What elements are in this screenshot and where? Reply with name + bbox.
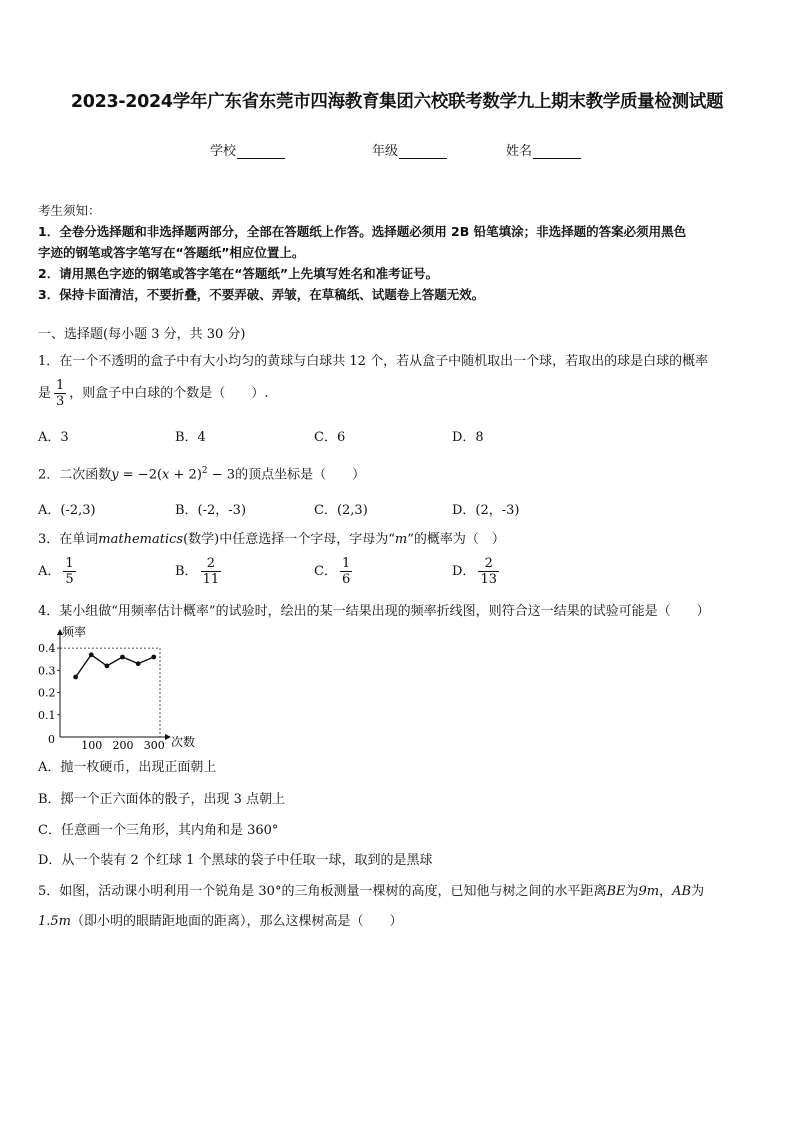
x-tick-label: 200 <box>112 739 134 752</box>
origin-label: 0 <box>48 733 55 746</box>
q5-line1-mid: 为 <box>625 884 639 899</box>
q3-c-num: 1 <box>341 556 351 571</box>
q1-option-d[interactable]: D．8 <box>452 430 484 445</box>
data-point <box>151 655 156 660</box>
q5-line2-post: （即小明的眼睛距地面的距离），那么这棵树高是（ ） <box>71 914 403 929</box>
q3-option-d-label: D． <box>452 564 476 579</box>
q1-frac-den: 3 <box>56 394 65 409</box>
q3-a-den: 5 <box>65 572 74 587</box>
q3-option-a-label: A． <box>38 564 61 579</box>
q5-line1-mid2: ， <box>659 884 673 899</box>
notice-item-1-cont: 字迹的钢笔或答字笔写在“答题纸”相应位置上。 <box>38 245 305 260</box>
question-3-text <box>38 530 760 550</box>
y-tick-label: 0.3 <box>38 664 56 678</box>
q2-option-c[interactable]: C．(2,3) <box>314 503 368 518</box>
name-blank[interactable] <box>533 145 581 159</box>
y-tick-label: 0.1 <box>38 708 56 722</box>
q3-option-c[interactable] <box>314 556 355 587</box>
school-field[interactable] <box>210 140 285 159</box>
q1-option-c[interactable]: C．6 <box>314 430 346 445</box>
q3-option-c-label: C． <box>314 564 337 579</box>
q2-option-b[interactable]: B．(-2，-3) <box>175 503 247 518</box>
q1-frac-num: 1 <box>56 378 65 393</box>
q3-option-b-frac <box>201 556 222 587</box>
q3-pre: 3．在单词 <box>38 532 99 547</box>
q3-c-den: 6 <box>341 572 351 587</box>
q3-option-b-label: B． <box>175 564 198 579</box>
q3-a-num: 1 <box>65 556 74 571</box>
q2-option-a[interactable]: A．(-2,3) <box>38 503 96 518</box>
q3-option-a-frac <box>63 556 75 587</box>
question-5-text <box>38 882 760 902</box>
data-point <box>104 663 109 668</box>
q3-option-d[interactable] <box>452 556 502 587</box>
q3-option-d-frac <box>478 556 499 587</box>
exam-title: 2023-2024学年广东省东莞市四海教育集团六校联考数学九上期末教学质量检测试题 <box>70 92 724 112</box>
data-point <box>136 661 141 666</box>
y-tick-label: 0.4 <box>38 642 56 656</box>
q2-formula-x: x <box>162 467 170 483</box>
q4-option-b[interactable]: B．掷一个正六面体的骰子，出现 3 点朝上 <box>38 792 286 807</box>
q3-option-b[interactable] <box>175 556 224 587</box>
section-heading: 一、选择题(每小题 3 分，共 30 分) <box>38 327 246 342</box>
q1-option-a[interactable]: A．3 <box>38 430 69 445</box>
school-label: 学校 <box>210 144 237 159</box>
frequency-series-line <box>76 655 154 677</box>
q1-option-b[interactable]: B．4 <box>175 430 206 445</box>
q3-d-den: 13 <box>480 572 497 587</box>
notice-heading: 考生须知： <box>38 203 101 218</box>
q1-post: ，则盒子中白球的个数是（ ）. <box>69 386 269 401</box>
q3-letter: m <box>394 532 408 547</box>
q3-option-c-frac <box>340 556 352 587</box>
y-axis-label: 频率 <box>62 625 87 639</box>
data-point <box>73 675 78 680</box>
q3-post: ”的概率为（ ） <box>407 532 505 547</box>
q3-b-den: 11 <box>202 572 220 587</box>
q2-formula-mid: = −2( <box>118 467 163 483</box>
q5-ab: AB <box>672 884 692 899</box>
q5-be-val: 9m <box>638 884 660 899</box>
q4-option-d[interactable]: D．从一个装有 2 个红球 1 个黑球的袋子中任取一球，取到的是黑球 <box>38 853 433 868</box>
data-point <box>120 655 125 660</box>
y-tick-label: 0.2 <box>38 686 56 700</box>
q3-mid: (数学)中任意选择一个字母，字母为“ <box>183 532 395 547</box>
q5-line2-val: 1.5m <box>38 914 72 929</box>
q5-line1-pre: 5．如图，活动课小明利用一个锐角是 30°的三角板测量一棵树的高度，已知他与树之间的水平距离 <box>38 884 607 899</box>
q3-option-a[interactable] <box>38 556 79 587</box>
q3-b-num: 2 <box>201 556 222 572</box>
grade-blank[interactable] <box>399 145 447 159</box>
q2-formula-end: + 2) <box>169 467 202 483</box>
question-2-text <box>38 461 760 485</box>
q2-pre: 2．二次函数 <box>38 467 112 483</box>
notice-item-2: 2．请用黑色字迹的钢笔或答字笔在“答题纸”上先填写姓名和准考证号。 <box>38 266 439 281</box>
x-tick-label: 100 <box>81 739 103 752</box>
q3-word: mathematics <box>98 532 184 547</box>
q5-line1-end: 为 <box>691 884 705 899</box>
question-1-text-cont <box>38 378 760 409</box>
question-1-text: 1．在一个不透明的盒子中有大小均匀的黄球与白球共 12 个，若从盒子中随机取出一个球，若取出的球是白球的概率 <box>38 354 709 369</box>
q5-be: BE <box>606 884 626 899</box>
school-blank[interactable] <box>237 145 285 159</box>
question-5-text-cont <box>38 912 760 932</box>
grade-field[interactable] <box>372 140 447 159</box>
name-label: 姓名 <box>506 144 533 159</box>
q4-option-c[interactable]: C．任意画一个三角形，其内角和是 360° <box>38 823 279 838</box>
q2-option-d[interactable]: D．(2，-3) <box>452 503 520 518</box>
notice-item-1: 1．全卷分选择题和非选择题两部分，全部在答题纸上作答。选择题必须用 2B 铅笔填涂；非选择题的答案必须用黑色 <box>38 224 687 239</box>
question-4-text: 4．某小组做“用频率估计概率”的试验时，绘出的某一结果出现的频率折线图，则符合这一结果的试验可能是（ ） <box>38 604 710 619</box>
q1-fraction <box>54 378 66 409</box>
q2-formula-tail: − 3 <box>207 467 236 483</box>
grade-label: 年级 <box>372 144 399 159</box>
q2-formula-sup: 2 <box>201 466 208 476</box>
notice-item-3: 3．保持卡面清洁，不要折叠，不要弄破、弄皱，在草稿纸、试题卷上答题无效。 <box>38 287 485 302</box>
data-point <box>89 652 94 657</box>
x-axis-label: 次数 <box>171 735 196 749</box>
frequency-line-chart <box>30 622 210 752</box>
q2-formula-y: y <box>111 467 119 483</box>
q3-d-num: 2 <box>478 556 499 572</box>
q2-post: 的顶点坐标是（ ） <box>235 467 366 483</box>
q1-pre: 是 <box>38 386 52 401</box>
q4-option-a[interactable]: A．抛一枚硬币，出现正面朝上 <box>38 760 217 775</box>
name-field[interactable] <box>506 140 581 159</box>
x-tick-label: 300 <box>143 739 165 752</box>
